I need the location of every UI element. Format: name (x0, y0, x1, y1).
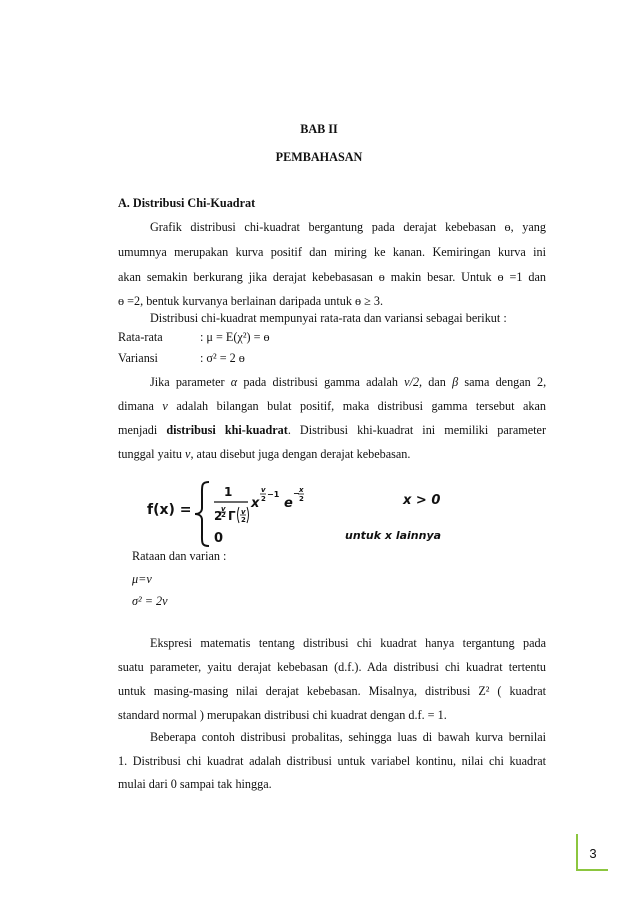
formula-neg: − (293, 489, 300, 498)
formula-lhs: f(x) = (147, 502, 192, 518)
paragraph-2: Distribusi chi-kuadrat mempunyai rata-rata dan variansi sebagai berikut : (150, 311, 507, 325)
page-number: 3 (589, 846, 597, 861)
formula-pow-v: v (261, 486, 266, 494)
chapter-title: PEMBAHASAN (275, 150, 363, 164)
formula-pow-two: 2 (261, 495, 266, 503)
formula-drawing (0, 474, 638, 554)
variance-equation: σ² = 2v (132, 594, 168, 608)
formula-gamma-two: 2 (241, 516, 246, 524)
formula-cond-otherwise: untuk x lainnya (345, 529, 442, 542)
formula-exp-two: 2 (221, 511, 226, 519)
mean-equation: μ=v (132, 572, 152, 586)
formula-exp-x-two: 2 (299, 495, 304, 503)
chapter-label: BAB II (300, 122, 338, 136)
formula-exp-v: v (221, 505, 226, 513)
formula-pow-minus-one: −1 (267, 490, 280, 499)
section-heading: A. Distribusi Chi-Kuadrat (118, 196, 256, 210)
formula-numerator: 1 (224, 485, 233, 499)
formula-cond-positive: x > 0 (403, 493, 441, 508)
rataan-label: Rataan dan varian : (132, 549, 227, 563)
formula-base-two: 2 (214, 509, 223, 523)
formula-exp-x: x (299, 486, 304, 494)
formula-gamma-v: v (241, 508, 246, 516)
formula-x: x (251, 496, 260, 511)
formula-zero: 0 (214, 531, 224, 546)
formula-e: e (284, 496, 293, 511)
formula-gamma: Γ (228, 509, 236, 523)
